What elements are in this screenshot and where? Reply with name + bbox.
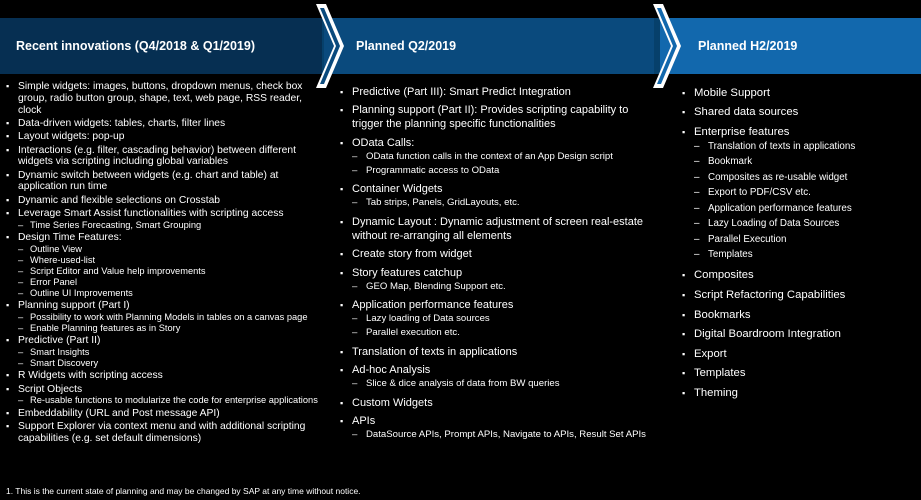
bullet-item: ▪ Script Objects xyxy=(6,384,322,396)
sub-bullet-item: – Smart Discovery xyxy=(6,358,322,369)
sub-bullet-item: – Time Series Forecasting, Smart Grouping xyxy=(6,220,322,231)
sub-bullet-item: – Templates xyxy=(682,247,918,263)
bullet-item: ▪ Predictive (Part III): Smart Predict Integration xyxy=(340,85,658,99)
title-strip xyxy=(0,0,921,18)
column-header-label: Planned Q2/2019 xyxy=(356,39,457,53)
column-header-recent xyxy=(0,18,322,74)
sub-bullet-item: – Lazy Loading of Data Sources xyxy=(682,216,918,232)
bullet-item: ▪ Composites xyxy=(682,268,918,282)
bullet-item: ▪ Dynamic and flexible selections on Crosstab xyxy=(6,195,322,207)
sub-bullet-item: – Smart Insights xyxy=(6,347,322,358)
bullet-item: ▪ Leverage Smart Assist functionalities with scripting access xyxy=(6,208,322,220)
sub-bullet-item: – Possibility to work with Planning Models in tables on a canvas page xyxy=(6,312,322,323)
bullet-item: ▪ Bookmarks xyxy=(682,308,918,322)
bullet-item: ▪ Layout widgets: pop-up xyxy=(6,131,322,143)
sub-bullet-item: – Outline UI Improvements xyxy=(6,288,322,299)
sub-bullet-item: – Where-used-list xyxy=(6,255,322,266)
sub-bullet-item: – Enable Planning features as in Story xyxy=(6,323,322,334)
sub-bullet-item: – Lazy loading of Data sources xyxy=(340,312,658,326)
bullet-item: ▪ Design Time Features: xyxy=(6,232,322,244)
bullet-item: ▪ Theming xyxy=(682,386,918,400)
bullet-item: ▪ Translation of texts in applications xyxy=(340,345,658,359)
chevron-arrow-icon xyxy=(651,4,683,88)
sub-bullet-item: – Slice & dice analysis of data from BW queries xyxy=(340,377,658,391)
bullet-item: ▪ Enterprise features xyxy=(682,125,918,139)
bullet-item: ▪ Create story from widget xyxy=(340,247,658,261)
bullet-item: ▪ Container Widgets xyxy=(340,182,658,196)
column-header-label: Planned H2/2019 xyxy=(698,39,798,53)
bullet-item: ▪ R Widgets with scripting access xyxy=(6,370,322,382)
bullet-item: ▪ Dynamic Layout : Dynamic adjustment of screen real-estate without re-arranging all elements xyxy=(340,215,658,243)
bullet-item: ▪ Dynamic switch between widgets (e.g. chart and table) at application run time xyxy=(6,170,322,194)
sub-bullet-item: – Error Panel xyxy=(6,277,322,288)
sub-bullet-item: – Parallel Execution xyxy=(682,232,918,248)
sub-bullet-item: – Programmatic access to OData xyxy=(340,164,658,178)
sub-bullet-item: – Export to PDF/CSV etc. xyxy=(682,185,918,201)
sub-bullet-item: – Translation of texts in applications xyxy=(682,139,918,155)
bullet-item: ▪ OData Calls: xyxy=(340,136,658,150)
bullet-item: ▪ Support Explorer via context menu and with additional scripting capabilities (e.g. set default dimensions) xyxy=(6,421,322,445)
bullet-item: ▪ Export xyxy=(682,347,918,361)
bullet-item: ▪ Interactions (e.g. filter, cascading behavior) between different widgets via scripting including global variables xyxy=(6,145,322,169)
footnote: 1. This is the current state of planning and may be changed by SAP at any time without notice. xyxy=(6,486,361,496)
sub-bullet-item: – Application performance features xyxy=(682,201,918,217)
bullet-item: ▪ Data-driven widgets: tables, charts, filter lines xyxy=(6,118,322,130)
planned-q2-list xyxy=(340,80,658,442)
sub-bullet-item: – Parallel execution etc. xyxy=(340,326,658,340)
bullet-item: ▪ Planning support (Part II): Provides scripting capability to trigger the planning specific functionalities xyxy=(340,103,658,131)
bullet-item: ▪ Shared data sources xyxy=(682,105,918,119)
bullet-item: ▪ Application performance features xyxy=(340,298,658,312)
bullet-item: ▪ Templates xyxy=(682,366,918,380)
sub-bullet-item: – Re-usable functions to modularize the code for enterprise applications xyxy=(6,395,322,406)
bullet-item: ▪ Ad-hoc Analysis xyxy=(340,363,658,377)
bullet-item: ▪ Mobile Support xyxy=(682,86,918,100)
bullet-item: ▪ APIs xyxy=(340,414,658,428)
sub-bullet-item: – Bookmark xyxy=(682,154,918,170)
bullet-item: ▪ Embeddability (URL and Post message API) xyxy=(6,408,322,420)
column-header-h2 xyxy=(660,18,921,74)
sub-bullet-item: – DataSource APIs, Prompt APIs, Navigate to APIs, Result Set APIs xyxy=(340,428,658,442)
bullet-item: ▪ Script Refactoring Capabilities xyxy=(682,288,918,302)
column-header-q2 xyxy=(324,18,654,74)
bullet-item: ▪ Digital Boardroom Integration xyxy=(682,327,918,341)
planned-h2-list xyxy=(682,80,918,400)
chevron-arrow-icon xyxy=(314,4,346,88)
bullet-item: ▪ Simple widgets: images, buttons, dropdown menus, check box group, radio button group, shape, text, web page, RSS reader, clock xyxy=(6,81,322,116)
sub-bullet-item: – GEO Map, Blending Support etc. xyxy=(340,280,658,294)
sub-bullet-item: – Tab strips, Panels, GridLayouts, etc. xyxy=(340,196,658,210)
bullet-item: ▪ Story features catchup xyxy=(340,266,658,280)
bullet-item: ▪ Custom Widgets xyxy=(340,396,658,410)
bullet-item: ▪ Planning support (Part I) xyxy=(6,300,322,312)
sub-bullet-item: – Outline View xyxy=(6,244,322,255)
sub-bullet-item: – Script Editor and Value help improvements xyxy=(6,266,322,277)
sub-bullet-item: – OData function calls in the context of an App Design script xyxy=(340,150,658,164)
bullet-item: ▪ Predictive (Part II) xyxy=(6,335,322,347)
column-header-label: Recent innovations (Q4/2018 & Q1/2019) xyxy=(16,38,255,53)
recent-innovations-list xyxy=(6,80,322,445)
sub-bullet-item: – Composites as re-usable widget xyxy=(682,170,918,186)
